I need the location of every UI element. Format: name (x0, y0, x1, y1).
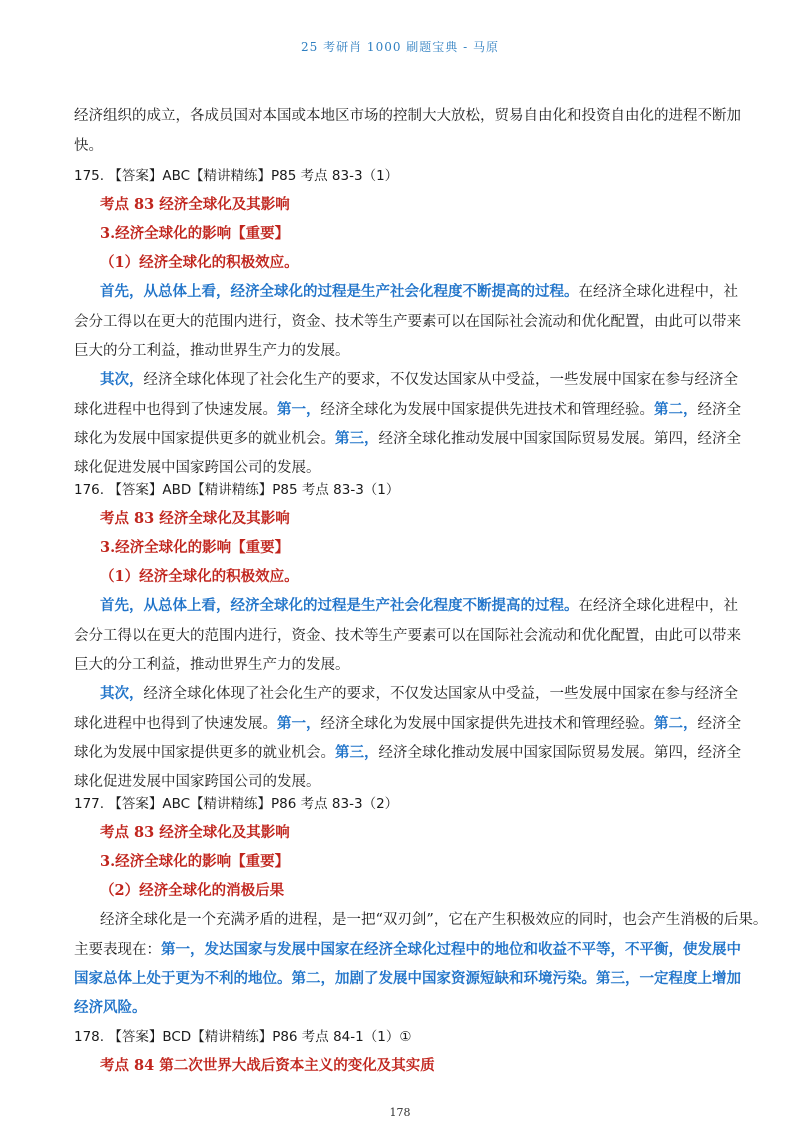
key-word: 第三， (335, 430, 379, 447)
para-177-2b: 国家总体上处于更为不利的地位。第二，加剧了发展中国家资源短缺和环境污染。第三，一定程度上增加 (74, 970, 741, 987)
text: 在经济全球化进程中，社 (578, 284, 738, 300)
para-176-2b (74, 712, 741, 736)
para-177-2 (74, 938, 741, 962)
topic-175: 考点 83 经济全球化及其影响 (100, 196, 290, 213)
para-176-2 (100, 682, 738, 706)
para-175-1c: 巨大的分工利益，推动世界生产力的发展。 (74, 343, 350, 359)
page-header: 25 考研肖 1000 刷题宝典 - 马原 (301, 40, 499, 54)
key-word: 第二， (654, 715, 698, 732)
answer-176: 176. 【答案】ABD【精讲精练】P85 考点 83-3（1） (74, 482, 400, 498)
para-175-2c (74, 427, 741, 451)
point-175: （1）经济全球化的积极效应。 (100, 254, 299, 271)
text: 经济全球化为发展中国家提供先进技术和管理经验。 (320, 402, 654, 418)
para-175-2b (74, 398, 741, 422)
text: 经济全球化推动发展中国家国际贸易发展。第四，经济全 (378, 745, 741, 761)
para-175-2d: 球化促进发展中国家跨国公司的发展。 (74, 460, 321, 476)
text: 经济全 (697, 716, 741, 732)
key-word: 第一， (277, 401, 321, 418)
text: 球化进程中也得到了快速发展。 (74, 716, 277, 732)
subtopic-176: 3.经济全球化的影响【重要】 (100, 539, 290, 556)
answer-178: 178. 【答案】BCD【精讲精练】P86 考点 84-1（1）① (74, 1029, 412, 1045)
answer-175: 175. 【答案】ABC【精讲精练】P85 考点 83-3（1） (74, 168, 399, 184)
intro-line-2: 快。 (74, 138, 103, 154)
text: 球化为发展中国家提供更多的就业机会。 (74, 431, 335, 447)
key-word: 其次， (100, 371, 144, 388)
text: 经济全球化推动发展中国家国际贸易发展。第四，经济全 (378, 431, 741, 447)
text: 经济全球化体现了社会化生产的要求，不仅发达国家从中受益，一些发展中国家在参与经济全 (143, 686, 738, 702)
para-177-1: 经济全球化是一个充满矛盾的进程，是一把“双刃剑”，它在产生积极效应的同时，也会产生消极的后果。 (100, 912, 768, 928)
para-175-1 (100, 280, 738, 304)
topic-178: 考点 84 第二次世界大战后资本主义的变化及其实质 (100, 1057, 435, 1074)
text: 在经济全球化进程中，社 (578, 598, 738, 614)
text: 球化进程中也得到了快速发展。 (74, 402, 277, 418)
para-177-2c: 经济风险。 (74, 999, 147, 1016)
key-word: 第一， (277, 715, 321, 732)
para-176-2d: 球化促进发展中国家跨国公司的发展。 (74, 774, 321, 790)
text: 经济全球化体现了社会化生产的要求，不仅发达国家从中受益，一些发展中国家在参与经济全 (143, 372, 738, 388)
para-176-1b: 会分工得以在更大的范围内进行，资金、技术等生产要素可以在国际社会流动和优化配置，由此可以带来 (74, 628, 741, 644)
key-sentence: 第一，发达国家与发展中国家在经济全球化过程中的地位和收益不平等，不平衡，使发展中 (161, 941, 741, 958)
text: 主要表现在： (74, 942, 161, 958)
text: 经济全 (697, 402, 741, 418)
subtopic-175: 3.经济全球化的影响【重要】 (100, 225, 290, 242)
subtopic-177: 3.经济全球化的影响【重要】 (100, 853, 290, 870)
key-word: 其次， (100, 685, 144, 702)
answer-177: 177. 【答案】ABC【精讲精练】P86 考点 83-3（2） (74, 796, 399, 812)
para-176-1 (100, 594, 738, 618)
topic-177: 考点 83 经济全球化及其影响 (100, 824, 290, 841)
key-sentence: 首先，从总体上看，经济全球化的过程是生产社会化程度不断提高的过程。 (100, 597, 579, 614)
key-word: 第三， (335, 744, 379, 761)
intro-line-1: 经济组织的成立，各成员国对本国或本地区市场的控制大大放松，贸易自由化和投资自由化的进程不断加 (74, 108, 741, 124)
page-number: 178 (389, 1106, 411, 1119)
para-175-2 (100, 368, 738, 392)
text: 球化为发展中国家提供更多的就业机会。 (74, 745, 335, 761)
para-176-2c (74, 741, 741, 765)
topic-176: 考点 83 经济全球化及其影响 (100, 510, 290, 527)
text: 经济全球化为发展中国家提供先进技术和管理经验。 (320, 716, 654, 732)
point-176: （1）经济全球化的积极效应。 (100, 568, 299, 585)
key-sentence: 首先，从总体上看，经济全球化的过程是生产社会化程度不断提高的过程。 (100, 283, 579, 300)
point-177: （2）经济全球化的消极后果 (100, 882, 285, 899)
para-175-1b: 会分工得以在更大的范围内进行，资金、技术等生产要素可以在国际社会流动和优化配置，由此可以带来 (74, 314, 741, 330)
key-word: 第二， (654, 401, 698, 418)
para-176-1c: 巨大的分工利益，推动世界生产力的发展。 (74, 657, 350, 673)
